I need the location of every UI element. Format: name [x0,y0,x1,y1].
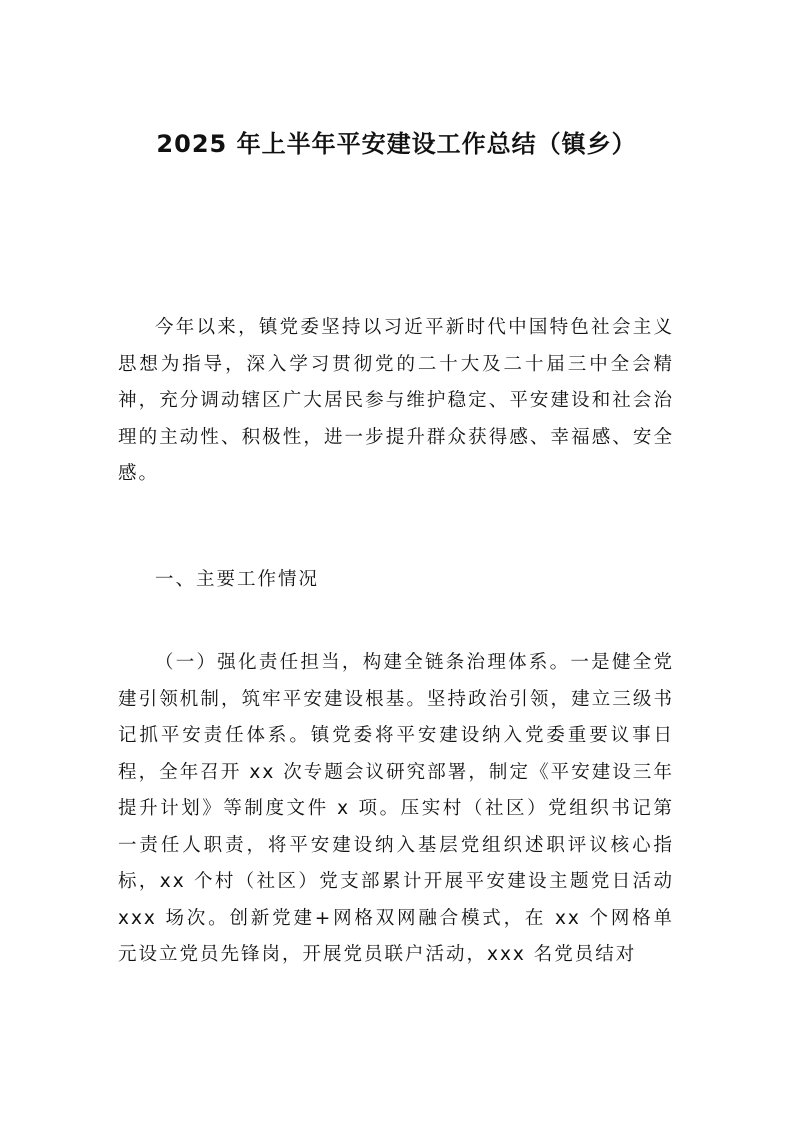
section-paragraph: （一）强化责任担当，构建全链条治理体系。一是健全党建引领机制，筑牢平安建设根基。坚持政治引领，建立三级书记抓平安责任体系。镇党委将平安建设纳入党委重要议事日程，全年召开 xx 次专题会议研究部署，制定《平安建设三年提升计划》等制度文件 x 项。压实村（社区）党组织书记第一责任人职责，将平安建设纳入基层党组织述职评议核心指标，xx 个村（社区）党支部累计开展平安建设主题党日活动 xxx 场次。创新党建+网格双网融合模式，在 xx 个网格单元设立党员先锋岗，开展党员联户活动，xxx 名党员结对 [118,652,674,965]
intro-paragraph: 今年以来，镇党委坚持以习近平新时代中国特色社会主义思想为指导，深入学习贯彻党的二十大及二十届三中全会精神，充分调动辖区广大居民参与维护稳定、平安建设和社会治理的主动性、积极性，进一步提升群众获得感、幸福感、安全感。 [118,317,674,484]
section-heading: 一、主要工作情况 [155,569,320,590]
document-title: 2025 年上半年平安建设工作总结（镇乡） [156,130,637,158]
